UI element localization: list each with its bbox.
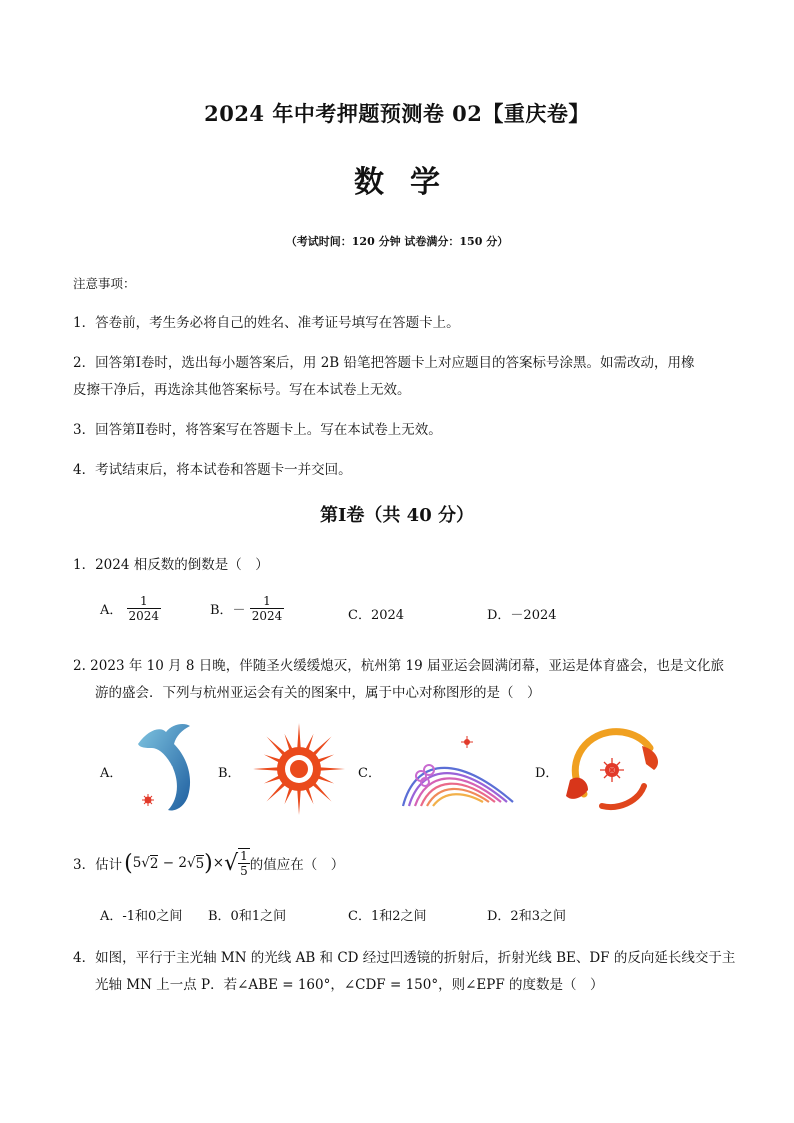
q1-option-a-fraction	[127, 594, 162, 623]
q3-times: ×	[212, 855, 225, 871]
q3-suffix: 的值应在（ ）	[249, 857, 345, 873]
q2-option-a: A．	[100, 766, 123, 781]
q3-option-a: A．-1和0之间	[100, 909, 183, 924]
exam-title: 2024 年中考押题预测卷 02【重庆卷】	[204, 101, 590, 126]
q3-option-d: D．2和3之间	[487, 909, 566, 924]
fraction-denominator: 2024	[128, 609, 160, 623]
q1-option-a-label: A．	[100, 603, 123, 618]
sun-ray	[297, 723, 301, 749]
notice-item-2-cont: 皮擦干净后，再选涂其他答案标号。写在本试卷上无效。	[73, 382, 411, 398]
notice-item-3: 3．回答第Ⅱ卷时，将答案写在答题卡上。写在本试卷上无效。	[73, 422, 442, 438]
q4-stem-line2: 光轴 MN 上一点 P．若∠ABE = 160°，∠CDF = 150°，则∠EPF 的度数是（ ）	[95, 977, 604, 993]
q3-radicand-2: 2	[149, 855, 159, 872]
notice-item-2: 2．回答第Ⅰ卷时，选出每小题答案后，用 2B 铅笔把答题卡上对应题目的答案标号涂黑。如需改动，用橡	[73, 355, 695, 371]
sun-ray	[297, 789, 301, 815]
sun-emblem-icon	[252, 722, 346, 816]
q1-option-c: C．2024	[348, 608, 405, 623]
q1-stem: 1．2024 相反数的倒数是（ ）	[73, 557, 269, 573]
q1-option-d: D．－2024	[487, 608, 557, 623]
sun-ray	[267, 782, 287, 802]
q3-paren-close: )	[204, 850, 213, 876]
fraction-numerator: 1	[263, 594, 271, 608]
q2-stem-line2: 游的盛会．下列与杭州亚运会有关的图案中，属于中心对称图形的是（ ）	[95, 685, 541, 701]
notice-item-1: 1．答卷前，考生务必将自己的姓名、准考证号填写在答题卡上。	[73, 315, 460, 331]
q3-option-c: C．1和2之间	[348, 909, 427, 924]
sun-ray	[312, 782, 332, 802]
q2-option-c: C．	[358, 766, 381, 781]
q3-fraction	[238, 848, 250, 878]
q1-option-b	[210, 594, 284, 623]
sun-ray	[267, 737, 287, 757]
notice-item-4: 4．考试结束后，将本试卷和答题卡一并交回。	[73, 462, 352, 478]
dolphin-emblem-icon	[128, 722, 200, 814]
fraction-denominator: 5	[240, 864, 248, 878]
q1-option-b-fraction	[250, 594, 285, 623]
subject-title: 数学	[354, 165, 466, 200]
phoenix-dragon-emblem-icon	[562, 724, 664, 814]
fraction-numerator: 1	[240, 849, 248, 863]
sqrt-symbol-icon: √ 5	[186, 854, 205, 872]
q3-stem	[73, 845, 344, 881]
rainbow-lake-emblem-icon	[395, 730, 521, 812]
q2-option-b: B．	[218, 766, 241, 781]
q2-option-d: D．	[535, 766, 559, 781]
q2-stem-line1: 2. 2023 年 10 月 8 日晚，伴随圣火缓缓熄灭，杭州第 19 届亚运会圆满闭幕，亚运是体育盛会，也是文化旅	[73, 658, 725, 674]
q4-stem-line1: 4．如图，平行于主光轴 MN 的光线 AB 和 CD 经过凹透镜的折射后，折射光线 BE、DF 的反向延长线交于主	[73, 950, 736, 966]
sqrt-symbol-icon: √ 2	[141, 854, 159, 872]
notice-heading: 注意事项：	[73, 276, 136, 291]
q1-option-b-label: B．－	[210, 603, 246, 618]
q3-radicand-5: 5	[195, 855, 205, 872]
q3-coef-5: 5	[132, 855, 142, 871]
sqrt-symbol-icon: √ $\frac{1}{5}$	[224, 849, 248, 878]
fraction-denominator: 2024	[251, 609, 283, 623]
fraction-numerator: 1	[139, 594, 148, 608]
q3-prefix: 3．估计	[73, 857, 123, 873]
q3-minus-2: − 2	[158, 855, 187, 871]
q3-paren-open: (	[124, 850, 133, 876]
section-title: 第Ⅰ卷（共 40 分）	[319, 505, 474, 526]
sun-ray	[253, 767, 279, 771]
q1-option-a	[100, 594, 161, 623]
sun-ray	[312, 737, 332, 757]
time-info: （考试时间：120 分钟 试卷满分：150 分）	[285, 235, 509, 248]
sun-ray	[319, 767, 345, 771]
q3-option-b: B．0和1之间	[208, 909, 287, 924]
